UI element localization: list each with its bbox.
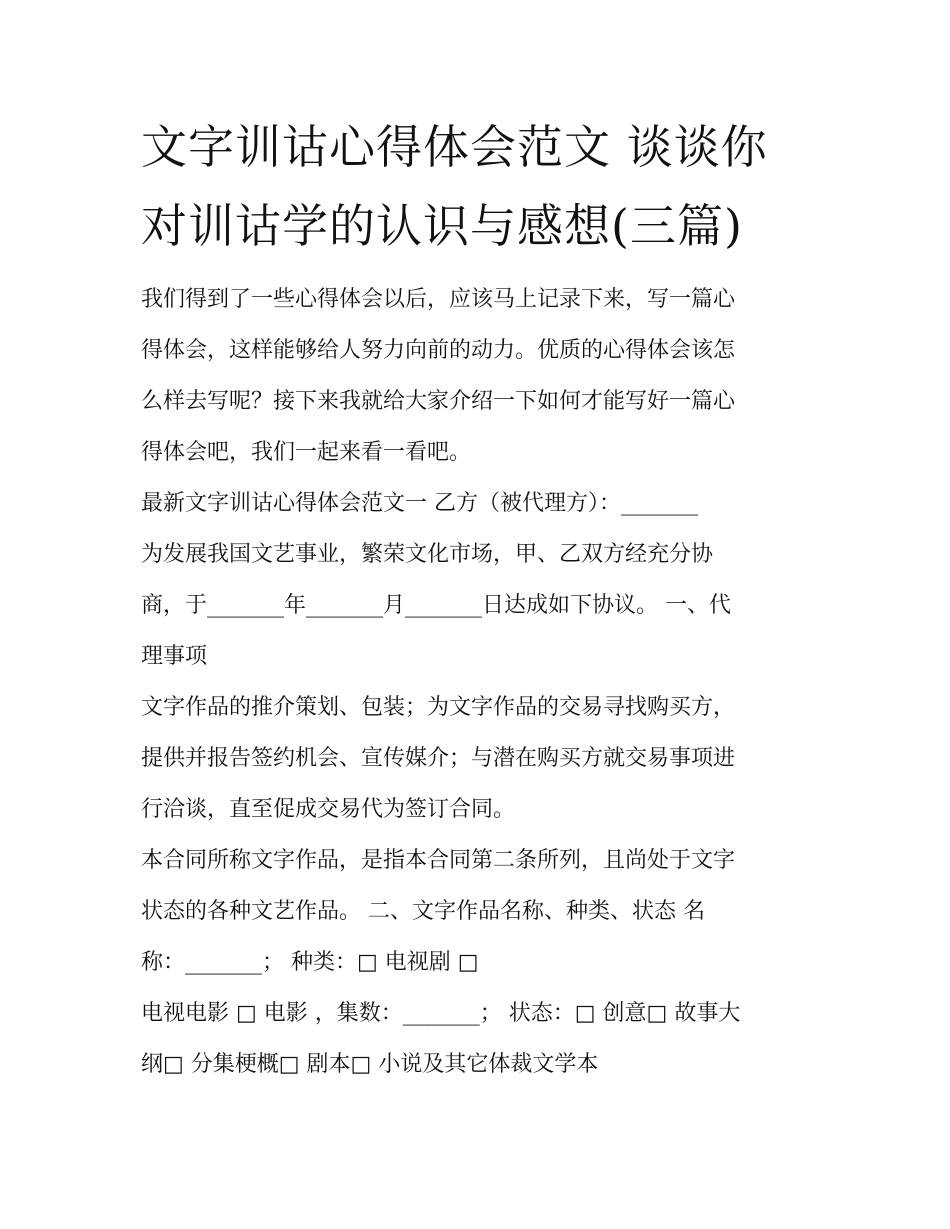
title-line-2: 对训诂学的认识与感想(三篇) [141, 199, 743, 253]
text-line: 行洽谈，直至促成交易代为签订合同。 [141, 797, 516, 822]
title-line-1: 文字训诂心得体会范文 谈谈你 [141, 120, 768, 174]
text-line: 得体会吧，我们一起来看一看吧。 [141, 440, 472, 465]
text-line: 文字作品的推介策划、包装；为文字作品的交易寻找购买方， [141, 695, 736, 720]
text-line: 本合同所称文字作品，是指本合同第二条所列，且尚处于文字 [141, 848, 736, 873]
text-line: 称：_______； 种类：□ 电视剧 □ [141, 950, 479, 975]
text-line: 状态的各种文艺作品。 二、文字作品名称、种类、状态 名 [141, 899, 705, 924]
paragraph-agency-items [141, 682, 813, 835]
text-line: 么样去写呢？接下来我就给大家介绍一下如何才能写好一篇心 [141, 389, 736, 414]
text-line: 我们得到了一些心得体会以后，应该马上记录下来，写一篇心 [141, 287, 736, 312]
paragraph-agreement [141, 529, 813, 682]
text-line: 纲□ 分集梗概□ 剧本□ 小说及其它体裁文学本 [141, 1052, 599, 1077]
paragraph-heading-party [141, 478, 813, 529]
paragraph-intro [141, 274, 813, 478]
text-line: 商，于_______年_______月_______日达成如下协议。 一、代 [141, 593, 731, 618]
document-page [141, 108, 813, 1090]
paragraph-definition [141, 835, 813, 988]
text-line: 提供并报告签约机会、宣传媒介；与潜在购买方就交易事项进 [141, 746, 736, 771]
document-title [141, 108, 813, 266]
text-line: 为发展我国文艺事业，繁荣文化市场，甲、乙双方经充分协 [141, 542, 714, 567]
paragraph-work-status [141, 988, 813, 1090]
text-line: 理事项 [141, 644, 208, 669]
text-line: 得体会，这样能够给人努力向前的动力。优质的心得体会该怎 [141, 338, 736, 363]
text-line: 最新文字训诂心得体会范文一 乙方（被代理方）：_______ [141, 491, 698, 516]
text-line: 电视电影 □ 电影 ，集数：_______； 状态：□ 创意□ 故事大 [141, 1001, 741, 1026]
document-body [141, 274, 813, 1090]
